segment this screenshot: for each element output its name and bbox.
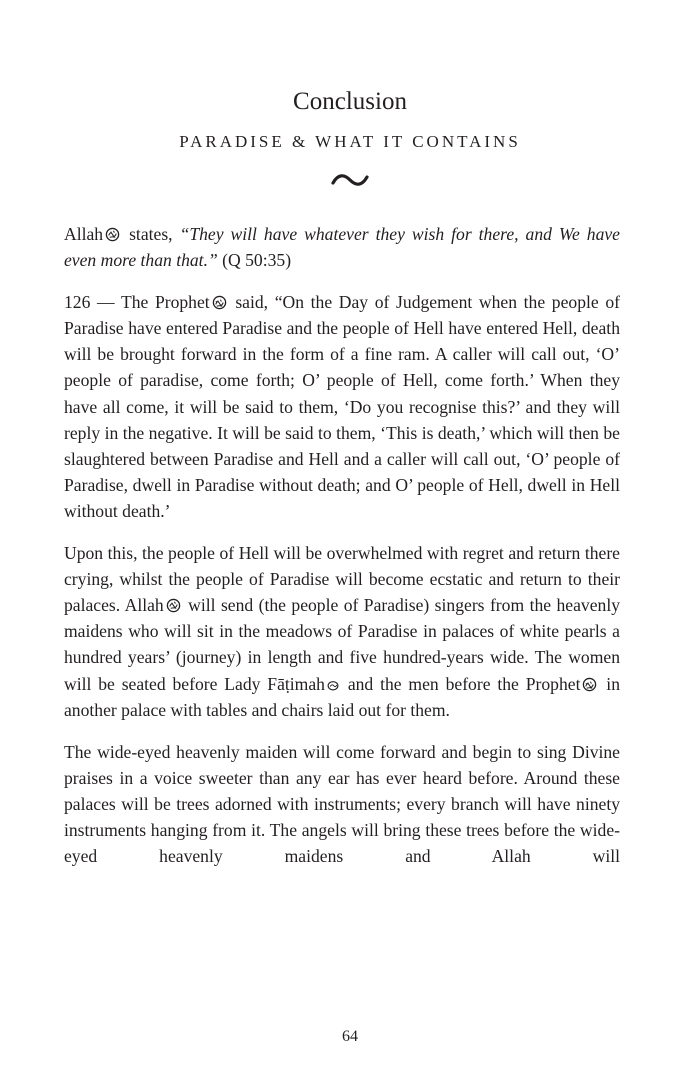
salawat-glyph-icon — [212, 295, 227, 310]
text-run: said, “On the Day of Judgement when the people of Paradise have entered Paradise and the people of Hell have entered Hell, death will be brought forward in the form of a fine ram. A caller will call out, ‘O’ people of paradise, come forth; O’ people of Hell, come forth.’ When they have all come, it will be said to them, ‘Do you recognise this?’ and they will reply in the negative. It will be said to them, ‘This is death,’ which will then be slaughtered between Paradise and Hell and a caller will call out, ‘O’ people of Paradise, dwell in Paradise without death; and O’ people of Hell, dwell in Hell without death.’ — [64, 292, 620, 521]
text-run: The wide-eyed heavenly maiden will come forward and begin to sing Divine praises in a voice sweeter than any ear has ever heard before. Around these palaces will be trees adorned with instruments; every branch will have ninety instruments hanging from it. The angels will bring these trees before the wide-eyed heavenly maidens and Allah will — [64, 741, 620, 867]
text-run: Allah — [64, 224, 104, 244]
salawat-glyph-icon — [582, 677, 597, 692]
body-text — [64, 221, 620, 869]
paragraph — [64, 221, 620, 273]
quran-quote: “They will have whatever they wish for there, and We have even more than that.” — [64, 224, 620, 271]
text-run: Upon this, the people of Hell will be overwhelmed with regret and return there crying, whilst the people of Paradise will become ecstatic and return to their palaces. Allah — [64, 543, 620, 616]
paragraph — [64, 739, 620, 869]
text-run: states, — [122, 224, 180, 244]
paragraph — [64, 540, 620, 723]
chapter-subtitle: PARADISE & WHAT IT CONTAINS — [179, 132, 521, 151]
chapter-title: Conclusion — [293, 88, 407, 115]
honorific-glyph-icon — [105, 227, 120, 242]
text-run: and the men before the Prophet — [340, 673, 581, 694]
text-run: 126 — The Prophet — [64, 292, 210, 313]
tilde-swash-ornament-icon — [330, 170, 370, 190]
quran-reference: (Q 50:35) — [217, 250, 292, 271]
text-run: will send (the people of Paradise) singers from the heavenly maidens who will sit in the meadows of Paradise in palaces of white pearls a hundred years’ (journey) in length and five hundred-years wide. The women will be seated before Lady Fāṭimah — [64, 595, 620, 694]
paragraph — [64, 289, 620, 524]
page-number: 64 — [342, 1028, 358, 1045]
text-run: in another palace with tables and chairs laid out for them. — [64, 673, 620, 720]
honorific-glyph-icon — [166, 598, 181, 613]
radiya-glyph-icon — [327, 679, 339, 691]
